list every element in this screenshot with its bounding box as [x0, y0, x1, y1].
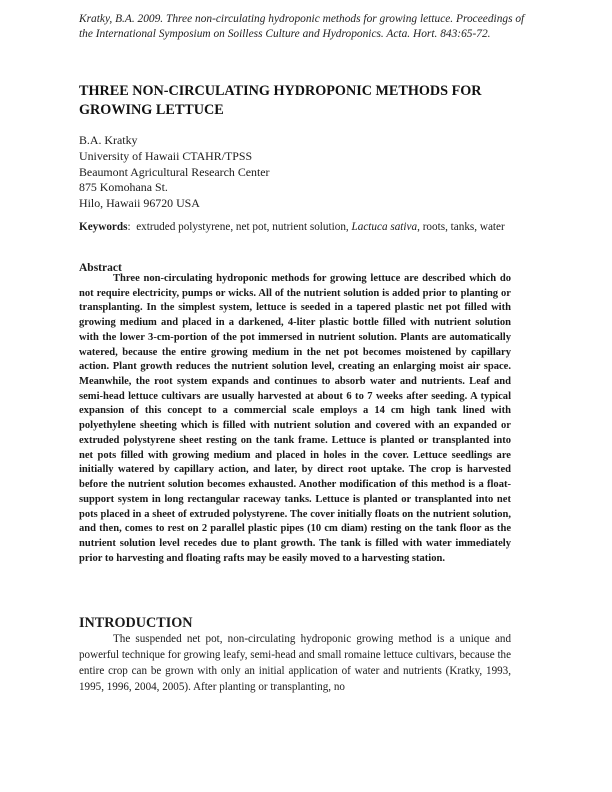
citation: Kratky, B.A. 2009. Three non-circulating hydroponic methods for growing lettuce. Proceedings of the International Symposium on Soilless Culture and Hydroponics. Acta. Hort. 843:65-72. — [79, 13, 525, 41]
paper-title: THREE NON-CIRCULATING HYDROPONIC METHODS FOR GROWING LETTUCE — [79, 83, 482, 118]
author-block — [79, 133, 539, 212]
keywords-list-start: extruded polystyrene, net pot, nutrient solution, — [136, 221, 349, 233]
keywords-block: Keywords: extruded polystyrene, net pot, nutrient solution, Lactuca sativa, roots, tanks, water — [79, 221, 505, 233]
abstract-heading: Abstract — [79, 262, 122, 274]
author-street-address: 875 Komohana St. — [79, 180, 168, 195]
keywords-label: Keywords — [79, 221, 128, 233]
introduction-body: The suspended net pot, non-circulating hydroponic growing method is a unique and powerful technique for growing leafy, semi-head and small romaine lettuce cultivars, because the entire crop can be grown with only an initial application of water and nutrients (Kratky, 1993, 1995, 1996, 2004, 2005). After planting or transplanting, no — [79, 633, 511, 693]
keywords-list-end: roots, tanks, water — [422, 221, 505, 233]
abstract-body: Three non-circulating hydroponic methods for growing lettuce are described which do not require electricity, pumps or wicks. All of the nutrient solution is added prior to planting or transplanting. In the simplest system, lettuce is seeded in a tapered plastic net pot filled with growing medium and placed in a darkened, 4-liter plastic bottle filled with nutrient solution with the lower 3-cm-portion of the pot immersed in nutrient solution. Plants are automatically watered, because the entire growing medium in the net pot becomes moistened by capillary action. Plant growth reduces the nutrient solution level, creating an enlarging moist air space. Meanwhile, the root system expands and continues to absorb water and nutrients. Leaf and semi-head lettuce cultivars are usually harvested at about 6 to 7 weeks after seeding. A typical expansion of this concept to a commercial scale employs a 14 cm high tank lined with polyethylene sheeting which is filled with nutrient solution and covered with an expanded or extruded polystyrene sheet resting on the tank frame. Lettuce is planted or transplanted into net pots filled with growing medium and placed in holes in the cover. Lettuce seedlings are initially watered by capillary action, and later, by direct root uptake. The crop is harvested before the nutrient solution becomes exhausted. Another modification of this method is a float-support system in long rectangular raceway tanks. Lettuce is planted or transplanted into net pots placed in a sheet of extruded polystyrene. The cover initially floats on the nutrient solution, and then, comes to rest on 2 parallel plastic pipes (10 cm diam) resting on the tank floor as the nutrient solution level recedes due to plant growth. The tank is filled with water immediately prior to harvesting and floating rafts may be easily moved to a harvesting station. — [79, 273, 511, 564]
author-affiliation-university: University of Hawaii CTAHR/TPSS — [79, 148, 253, 163]
author-name: B.A. Kratky — [79, 133, 138, 147]
author-city-address: Hilo, Hawaii 96720 USA — [79, 196, 200, 211]
keywords-species-name: Lactuca sativa — [351, 221, 418, 233]
introduction-heading: INTRODUCTION — [79, 615, 193, 631]
author-affiliation-center: Beaumont Agricultural Research Center — [79, 164, 270, 179]
